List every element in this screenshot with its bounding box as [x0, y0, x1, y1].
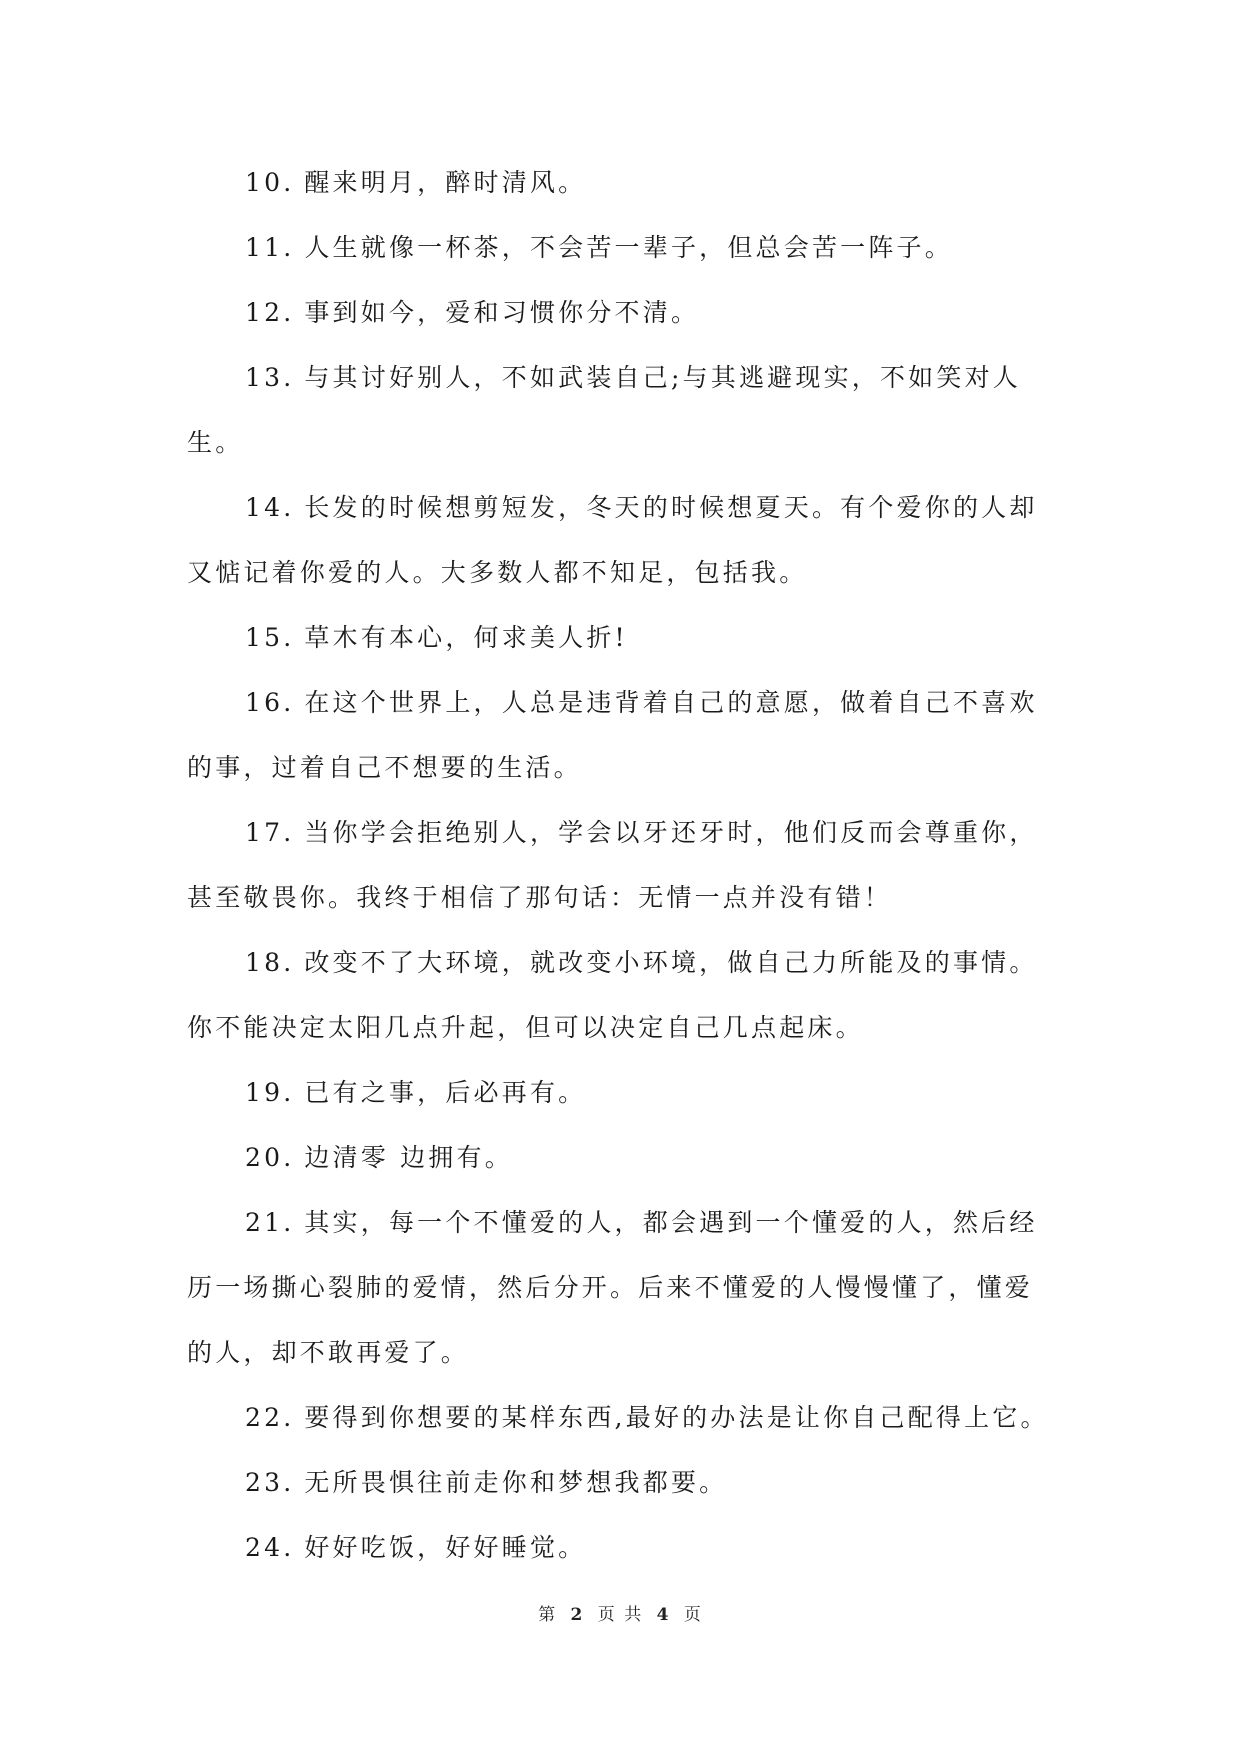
quote-number: 20. — [245, 1143, 295, 1172]
quote-text: 人生就像一杯茶，不会苦一辈子，但总会苦一阵子。 — [304, 233, 953, 262]
current-page-number: 2 — [570, 1605, 585, 1625]
quote-item — [187, 345, 1057, 475]
page-footer — [0, 1600, 1241, 1625]
quote-text: 已有之事，后必再有。 — [304, 1078, 587, 1107]
quote-item — [187, 150, 1057, 215]
quote-item — [187, 1060, 1057, 1125]
quote-number: 23. — [245, 1468, 295, 1497]
quote-item — [187, 800, 1057, 930]
quote-number: 18. — [245, 948, 295, 977]
quote-number: 13. — [245, 363, 295, 392]
quote-text: 边清零 边拥有。 — [304, 1143, 513, 1172]
quote-text: 与其讨好别人，不如武装自己;与其逃避现实，不如笑对人生。 — [187, 363, 1021, 457]
quote-number: 16. — [245, 688, 295, 717]
quote-text: 草木有本心，何求美人折! — [304, 623, 628, 652]
quote-text: 好好吃饭，好好睡觉。 — [304, 1533, 587, 1562]
quote-item — [187, 1450, 1057, 1515]
quote-list — [187, 150, 1057, 1580]
quote-item — [187, 605, 1057, 670]
quote-item — [187, 670, 1057, 800]
footer-middle: 页 共 — [597, 1605, 644, 1625]
footer-prefix: 第 — [538, 1605, 558, 1625]
quote-text: 要得到你想要的某样东西,最好的办法是让你自己配得上它。 — [304, 1403, 1049, 1432]
quote-item — [187, 1190, 1057, 1385]
quote-item — [187, 475, 1057, 605]
quote-number: 21. — [245, 1208, 295, 1237]
quote-number: 11. — [245, 233, 295, 262]
quote-text: 事到如今，爱和习惯你分不清。 — [304, 298, 700, 327]
quote-item — [187, 280, 1057, 345]
quote-number: 10. — [245, 168, 295, 197]
quote-item — [187, 1385, 1057, 1450]
quote-number: 14. — [245, 493, 295, 522]
quote-number: 24. — [245, 1533, 295, 1562]
quote-number: 22. — [245, 1403, 295, 1432]
quote-text: 在这个世界上，人总是违背着自己的意愿，做着自己不喜欢的事，过着自己不想要的生活。 — [187, 688, 1038, 782]
quote-text: 醒来明月，醉时清风。 — [304, 168, 587, 197]
quote-number: 19. — [245, 1078, 295, 1107]
quote-text: 无所畏惧往前走你和梦想我都要。 — [304, 1468, 728, 1497]
quote-item — [187, 1125, 1057, 1190]
total-page-number: 4 — [656, 1605, 671, 1625]
quote-text: 改变不了大环境，就改变小环境，做自己力所能及的事情。你不能决定太阳几点升起，但可以决定自己几点起床。 — [187, 948, 1038, 1042]
quote-text: 当你学会拒绝别人，学会以牙还牙时，他们反而会尊重你，甚至敬畏你。我终于相信了那句话：无情一点并没有错！ — [187, 818, 1038, 912]
quote-number: 17. — [245, 818, 295, 847]
quote-item — [187, 215, 1057, 280]
quote-text: 长发的时候想剪短发，冬天的时候想夏天。有个爱你的人却又惦记着你爱的人。大多数人都不知足，包括我。 — [187, 493, 1038, 587]
quote-item — [187, 1515, 1057, 1580]
footer-suffix: 页 — [683, 1605, 703, 1625]
quote-number: 12. — [245, 298, 295, 327]
quote-text: 其实，每一个不懂爱的人，都会遇到一个懂爱的人，然后经历一场撕心裂肺的爱情，然后分开。后来不懂爱的人慢慢懂了，懂爱的人，却不敢再爱了。 — [187, 1208, 1038, 1367]
quote-number: 15. — [245, 623, 295, 652]
quote-item — [187, 930, 1057, 1060]
